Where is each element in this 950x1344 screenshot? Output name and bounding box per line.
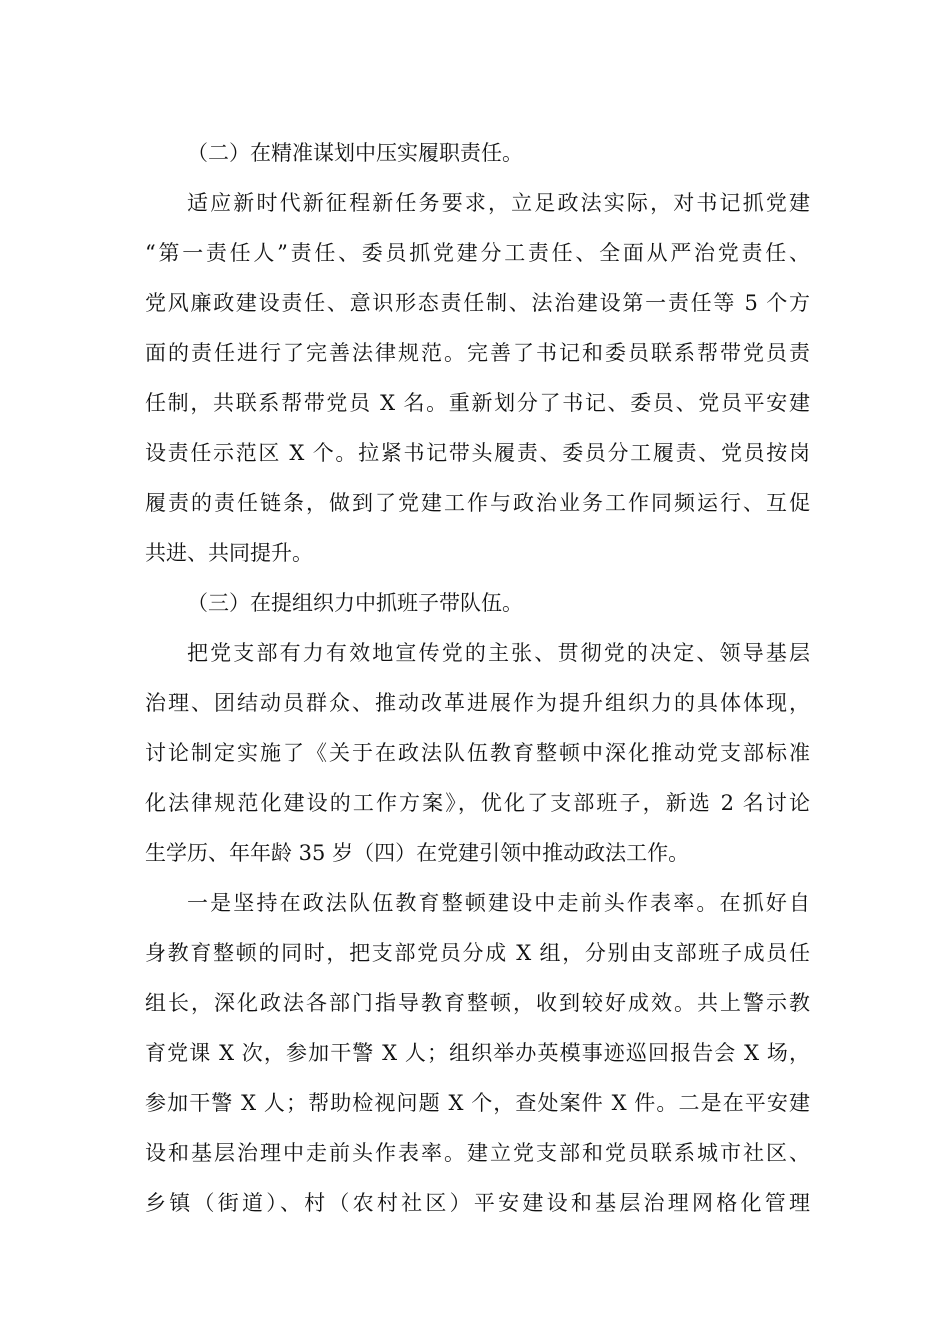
paragraph-line: 设和基层治理中走前头作表率。建立党支部和党员联系城市社区、 [145,1141,810,1165]
paragraph-line: 面的责任进行了完善法律规范。完善了书记和委员联系帮带党员责 [145,341,810,365]
paragraph-line: 化法律规范化建设的工作方案》，优化了支部班子，新选 2 名讨论 [145,791,810,815]
paragraph-line: 一是坚持在政法队伍教育整顿建设中走前头作表率。在抓好自 [187,891,810,915]
paragraph-line: 履责的责任链条，做到了党建工作与政治业务工作同频运行、互促 [145,491,810,515]
paragraph-line: 育党课 X 次，参加干警 X 人；组织举办英模事迹巡回报告会 X 场， [145,1041,810,1065]
heading-text: （二）在精准谋划中压实履职责任。 [187,141,523,165]
section-heading [145,578,810,628]
paragraph-line: 共进、共同提升。 [145,541,313,565]
paragraph-line: 任制，共联系帮带党员 X 名。重新划分了书记、委员、党员平安建 [145,391,810,415]
heading-text: （三）在提组织力中抓班子带队伍。 [187,591,523,615]
paragraph-line: 参加干警 X 人；帮助检视问题 X 个，查处案件 X 件。二是在平安建 [145,1091,810,1115]
paragraph-line: 党风廉政建设责任、意识形态责任制、法治建设第一责任等 5 个方 [145,291,810,315]
paragraph-line: 把党支部有力有效地宣传党的主张、贯彻党的决定、领导基层 [187,641,810,665]
paragraph-line: 组长，深化政法各部门指导教育整顿，收到较好成效。共上警示教 [145,991,810,1015]
paragraph-line: 生学历、年年龄 35 岁（四）在党建引领中推动政法工作。 [145,841,690,865]
document-body [145,128,810,1228]
paragraph-line: 身教育整顿的同时，把支部党员分成 X 组，分别由支部班子成员任 [145,941,810,965]
body-paragraph [145,628,810,878]
body-paragraph [145,878,810,1228]
paragraph-line: 设责任示范区 X 个。拉紧书记带头履责、委员分工履责、党员按岗 [145,441,810,465]
paragraph-line: 适应新时代新征程新任务要求，立足政法实际，对书记抓党建 [187,191,810,215]
body-paragraph [145,178,810,578]
paragraph-line: 治理、团结动员群众、推动改革进展作为提升组织力的具体体现， [145,691,810,715]
paragraph-line: “第一责任人”责任、委员抓党建分工责任、全面从严治党责任、 [145,241,810,265]
paragraph-line: 乡镇（街道）、村（农村社区）平安建设和基层治理网格化管理 [145,1191,810,1215]
section-heading [145,128,810,178]
paragraph-line: 讨论制定实施了《关于在政法队伍教育整顿中深化推动党支部标准 [145,741,810,765]
